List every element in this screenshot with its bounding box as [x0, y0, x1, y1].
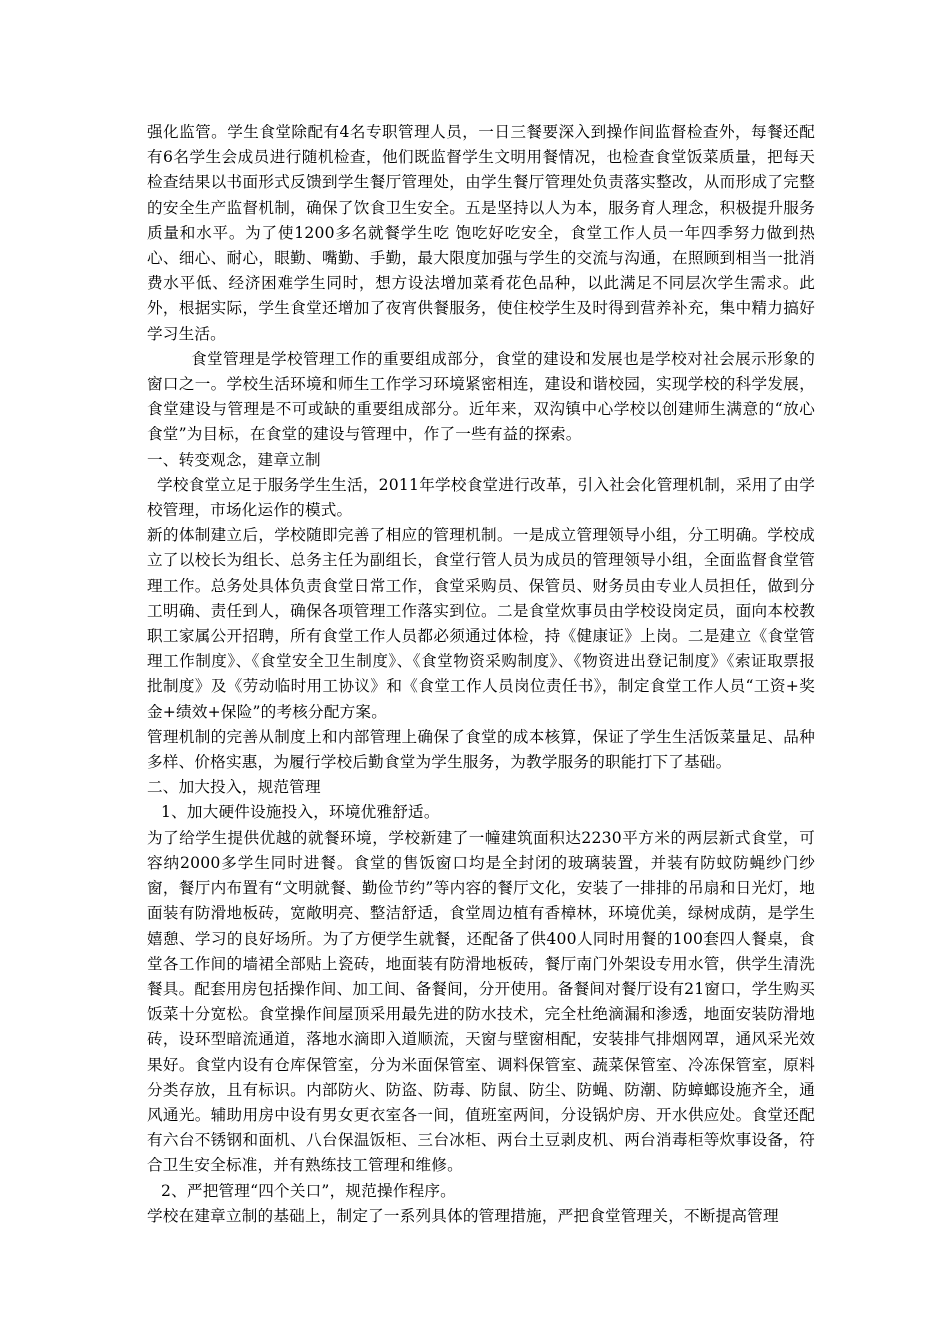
paragraph-reform: 学校食堂立足于服务学生生活，2011年学校食堂进行改革，引入社会化管理机制，采用了由学校管理，市场化运作的模式。 [147, 475, 815, 520]
subheading-four-checkpoints: 2、严把管理“四个关口”，规范操作程序。 [161, 1181, 456, 1200]
paragraph-canteen-importance: 食堂管理是学校管理工作的重要组成部分，食堂的建设和发展也是学校对社会展示形象的窗口之一。学校生活环境和师生工作学习环境紧密相连，建设和谐校园，实现学校的科学发展，食堂建设与管理是不可或缺的重要组成部分。近年来，双沟镇中心学校以创建师生满意的“放心食堂”为目标，在食堂的建设与管理中，作了一些有益的探索。 [147, 349, 815, 444]
paragraph-new-system: 新的体制建立后，学校随即完善了相应的管理机制。一是成立管理领导小组，分工明确。学校成立了以校长为组长、总务主任为副组长，食堂行管人员为成员的管理领导小组，全面监督食堂管理工作。总务处具体负责食堂日常工作，食堂采购员、保管员、财务员由专业人员担任，做到分工明确、责任到人，确保各项管理工作落实到位。二是食堂炊事员由学校设岗定员，面向本校教职工家属公开招聘，所有食堂工作人员都必须通过体检，持《健康证》上岗。二是建立《食堂管理工作制度》、《食堂安全卫生制度》、《食堂物资采购制度》、《物资进出登记制度》《索证取票报批制度》及《劳动临时用工协议》和《食堂工作人员岗位责任书》，制定食堂工作人员“工资+奖金+绩效+保险”的考核分配方案。 [147, 526, 815, 721]
paragraph-facilities: 为了给学生提供优越的就餐环境，学校新建了一幢建筑面积达2230平方米的两层新式食堂，可容纳2000多学生同时进餐。食堂的售饭窗口均是全封闭的玻璃装置，并装有防蚊防蝇纱门纱窗，餐厅内布置有“文明就餐、勤俭节约”等内容的餐厅文化，安装了一排排的吊扇和日光灯，地面装有防滑地板砖，宽敞明亮、整洁舒适，食堂周边植有香樟林，环境优美，绿树成荫，是学生嬉憩、学习的良好场所。为了方便学生就餐，还配备了供400人同时用餐的100套四人餐桌，食堂各工作间的墙裙全部贴上瓷砖，地面装有防滑地板砖，餐厅南门外架设专用水管，供学生清洗餐具。配套用房包括操作间、加工间、备餐间，分开使用。备餐间对餐厅设有21窗口，学生购买饭菜十分宽松。食堂操作间屋顶采用最先进的防水技术，完全杜绝滴漏和渗透，地面安装防滑地砖，设环型暗流通道，落地水滴即入道顺流，天窗与壁窗相配，安装排气排烟网罩，通风采光效果好。食堂内设有仓库保管室，分为米面保管室、调料保管室、蔬菜保管室、冷冻保管室，原料分类存放，且有标识。内部防火、防盗、防毒、防鼠、防尘、防蝇、防潮、防蟑螂设施齐全，通风通光。辅助用房中设有男女更衣室各一间，值班室两间，分设锅炉房、开水供应处。食堂还配有六台不锈钢和面机、八台保温饭柜、三台冰柜、两台土豆剥皮机、两台消毒柜等炊事设备，符合卫生安全标准，并有熟练技工管理和维修。 [147, 828, 815, 1175]
paragraph-management-measures: 学校在建章立制的基础上，制定了一系列具体的管理措施，严把食堂管理关，不断提高管理 [147, 1206, 779, 1225]
heading-section-2: 二、加大投入，规范管理 [147, 778, 321, 797]
paragraph-mechanism: 管理机制的完善从制度上和内部管理上确保了食堂的成本核算，保证了学生生活饭菜量足、品种多样、价格实惠，为履行学校后勤食堂为学生服务，为教学服务的职能打下了基础。 [147, 727, 815, 772]
document-page [147, 120, 815, 1229]
paragraph-supervision: 强化监管。学生食堂除配有4名专职管理人员，一日三餐要深入到操作间监督检查外，每餐还配有6名学生会成员进行随机检查，他们既监督学生文明用餐情况，也检查食堂饭菜质量，把每天检查结果以书面形式反馈到学生餐厅管理处，由学生餐厅管理处负责落实整改，从而形成了完整的安全生产监督机制，确保了饮食卫生安全。五是坚持以人为本，服务育人理念，积极提升服务质量和水平。为了使1200多名就餐学生吃 饱吃好吃安全，食堂工作人员一年四季努力做到热心、细心、耐心，眼勤、嘴勤、手勤，最大限度加强与学生的交流与沟通，在照顾到相当一批消费水平低、经济困难学生同时，想方设法增加菜肴花色品种，以此满足不同层次学生需求。此外，根据实际，学生食堂还增加了夜宵供餐服务，使住校学生及时得到营养补充，集中精力搞好学习生活。 [147, 123, 815, 343]
subheading-hardware: 1、加大硬件设施投入，环境优雅舒适。 [161, 803, 440, 822]
heading-section-1: 一、转变观念，建章立制 [147, 450, 321, 469]
